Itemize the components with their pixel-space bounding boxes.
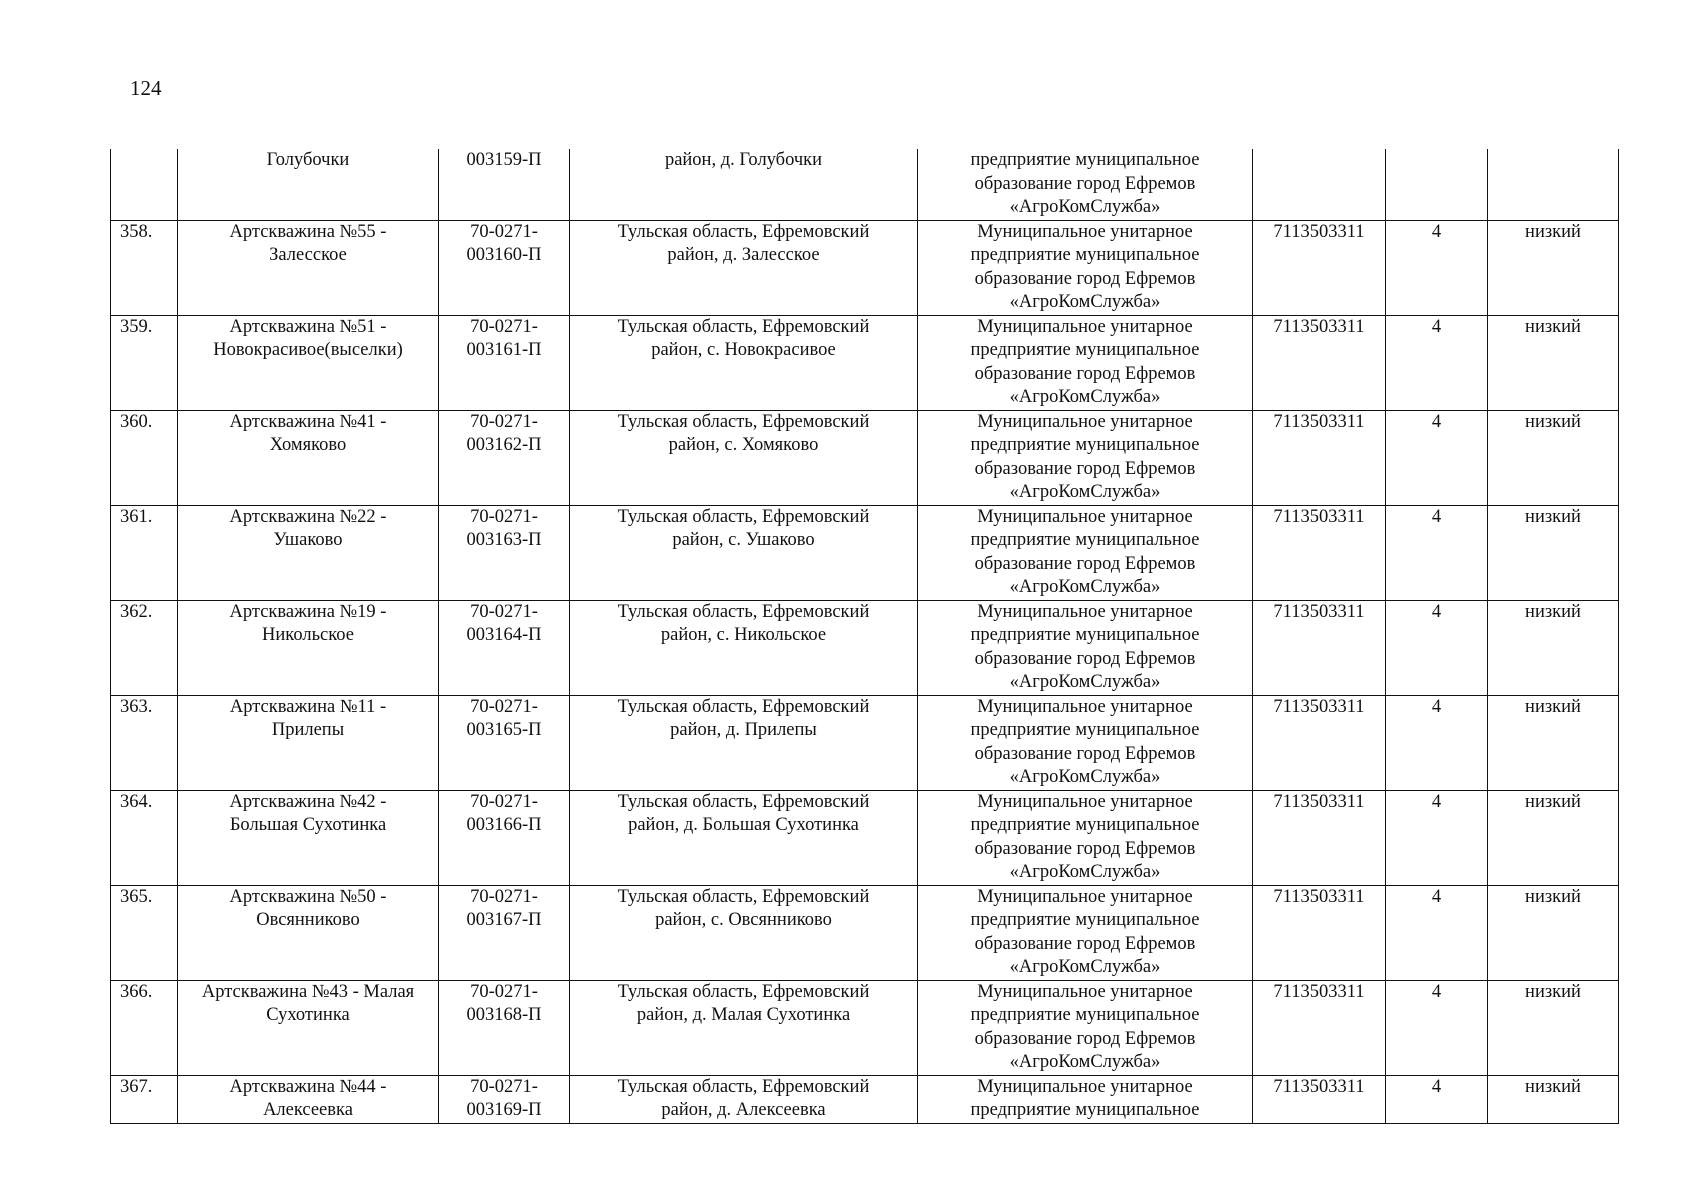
- address-cell: [570, 149, 918, 220]
- category-cell: 4: [1386, 885, 1488, 980]
- table-row: [111, 410, 1619, 505]
- risk-level-cell: низкий: [1488, 695, 1619, 790]
- operator-line: предприятие муниципальное: [970, 245, 1200, 265]
- operator-line: Муниципальное унитарное: [977, 886, 1193, 907]
- object-name-line: Ушаково: [273, 530, 343, 550]
- operator-line: Муниципальное унитарное: [977, 981, 1193, 1002]
- risk-level-cell: низкий: [1488, 410, 1619, 505]
- operator-line: предприятие муниципальное: [970, 815, 1200, 835]
- object-code-line: 003165-П: [466, 720, 542, 740]
- category-cell: 4: [1386, 220, 1488, 315]
- inn-cell: 7113503311: [1253, 505, 1386, 600]
- object-code-line: 003166-П: [466, 815, 542, 835]
- table-row: [111, 505, 1619, 600]
- operator-line: Муниципальное унитарное: [977, 411, 1193, 432]
- address-line: район, д. Малая Сухотинка: [636, 1005, 851, 1025]
- operator-cell: [918, 505, 1253, 600]
- risk-level-cell: низкий: [1488, 885, 1619, 980]
- address-line: район, д. Большая Сухотинка: [628, 815, 859, 835]
- object-code-cell: [439, 149, 570, 220]
- address-line: район, с. Овсянниково: [655, 910, 832, 930]
- operator-line: предприятие муниципальное: [970, 720, 1200, 740]
- operator-line: предприятие муниципальное: [970, 530, 1200, 550]
- category-cell: [1386, 149, 1488, 220]
- object-name-cell: [178, 790, 439, 885]
- object-code-line: 003164-П: [466, 625, 542, 645]
- operator-cell: [918, 315, 1253, 410]
- object-name-line: Артскважина №41 -: [229, 411, 387, 432]
- address-cell: [570, 505, 918, 600]
- operator-cell: [918, 1075, 1253, 1123]
- risk-level-cell: низкий: [1488, 790, 1619, 885]
- category-cell: 4: [1386, 600, 1488, 695]
- table-row: [111, 315, 1619, 410]
- operator-line: «АгроКомСлужба»: [1009, 197, 1161, 217]
- object-name-line: Артскважина №50 -: [229, 886, 387, 907]
- object-name-line: Овсянниково: [256, 910, 360, 930]
- object-code-line: 003159-П: [466, 150, 542, 170]
- operator-line: предприятие муниципальное: [970, 910, 1200, 930]
- risk-level-cell: низкий: [1488, 980, 1619, 1075]
- object-name-line: Артскважина №11 -: [229, 696, 387, 717]
- address-line: район, с. Никольское: [660, 625, 827, 645]
- object-name-line: Артскважина №44 -: [229, 1076, 387, 1097]
- object-name-cell: [178, 220, 439, 315]
- category-cell: 4: [1386, 1075, 1488, 1123]
- operator-cell: [918, 790, 1253, 885]
- row-number-cell: [111, 149, 178, 220]
- operator-line: Муниципальное унитарное: [977, 1076, 1193, 1097]
- table-row: [111, 600, 1619, 695]
- address-line: Тульская область, Ефремовский: [617, 316, 870, 337]
- object-code-line: 003160-П: [466, 245, 542, 265]
- object-code-line: 70-0271-: [470, 316, 538, 337]
- object-name-cell: [178, 505, 439, 600]
- object-name-line: Артскважина №43 - Малая: [201, 981, 415, 1002]
- address-line: Тульская область, Ефремовский: [617, 601, 870, 622]
- operator-cell: [918, 410, 1253, 505]
- address-cell: [570, 1075, 918, 1123]
- inn-cell: [1253, 149, 1386, 220]
- address-cell: [570, 315, 918, 410]
- operator-line: «АгроКомСлужба»: [1009, 862, 1161, 882]
- operator-line: «АгроКомСлужба»: [1009, 387, 1161, 407]
- row-number-cell: 367.: [111, 1075, 178, 1123]
- operator-line: Муниципальное унитарное: [977, 221, 1193, 242]
- operator-cell: [918, 695, 1253, 790]
- operator-line: Муниципальное унитарное: [977, 696, 1193, 717]
- operator-line: образование город Ефремов: [974, 648, 1196, 669]
- object-code-line: 70-0271-: [470, 696, 538, 717]
- inn-cell: 7113503311: [1253, 790, 1386, 885]
- object-name-cell: [178, 695, 439, 790]
- operator-line: предприятие муниципальное: [970, 1100, 1200, 1120]
- address-line: Тульская область, Ефремовский: [617, 981, 870, 1002]
- operator-cell: [918, 600, 1253, 695]
- registry-table: [110, 149, 1619, 1124]
- object-code-line: 003167-П: [466, 910, 542, 930]
- risk-level-cell: низкий: [1488, 505, 1619, 600]
- inn-cell: 7113503311: [1253, 220, 1386, 315]
- object-name-line: Артскважина №51 -: [229, 316, 387, 337]
- page-number: 124: [130, 76, 162, 100]
- row-number-cell: 361.: [111, 505, 178, 600]
- category-cell: 4: [1386, 980, 1488, 1075]
- address-cell: [570, 220, 918, 315]
- operator-line: «АгроКомСлужба»: [1009, 482, 1161, 502]
- operator-line: Муниципальное унитарное: [977, 316, 1193, 337]
- operator-line: «АгроКомСлужба»: [1009, 767, 1161, 787]
- row-number-cell: 360.: [111, 410, 178, 505]
- object-name-line: Голубочки: [266, 150, 350, 170]
- category-cell: 4: [1386, 695, 1488, 790]
- object-name-line: Алексеевка: [263, 1100, 353, 1120]
- object-name-line: Новокрасивое(выселки): [213, 340, 403, 360]
- object-code-cell: [439, 315, 570, 410]
- object-code-line: 70-0271-: [470, 506, 538, 527]
- object-name-cell: [178, 149, 439, 220]
- object-name-line: Артскважина №19 -: [229, 601, 387, 622]
- object-name-line: Залесское: [269, 245, 347, 265]
- row-number-cell: 359.: [111, 315, 178, 410]
- category-cell: 4: [1386, 505, 1488, 600]
- object-name-cell: [178, 980, 439, 1075]
- inn-cell: 7113503311: [1253, 695, 1386, 790]
- address-line: район, д. Голубочки: [664, 150, 823, 170]
- category-cell: 4: [1386, 790, 1488, 885]
- object-name-line: Большая Сухотинка: [229, 815, 387, 835]
- object-code-line: 003163-П: [466, 530, 542, 550]
- operator-line: предприятие муниципальное: [970, 625, 1200, 645]
- category-cell: 4: [1386, 315, 1488, 410]
- address-line: район, д. Алексеевка: [661, 1100, 826, 1120]
- operator-line: «АгроКомСлужба»: [1009, 672, 1161, 692]
- address-line: Тульская область, Ефремовский: [617, 221, 870, 242]
- object-name-line: Сухотинка: [266, 1005, 350, 1025]
- object-name-line: Хомяково: [269, 435, 347, 455]
- object-code-line: 003169-П: [466, 1100, 542, 1120]
- operator-line: Муниципальное унитарное: [977, 506, 1193, 527]
- operator-line: Муниципальное унитарное: [977, 601, 1193, 622]
- operator-cell: [918, 980, 1253, 1075]
- table-row: [111, 220, 1619, 315]
- object-code-line: 70-0271-: [470, 886, 538, 907]
- object-code-cell: [439, 600, 570, 695]
- operator-line: предприятие муниципальное: [970, 340, 1200, 360]
- operator-line: образование город Ефремов: [974, 458, 1196, 479]
- risk-level-cell: [1488, 149, 1619, 220]
- table-row: [111, 885, 1619, 980]
- address-line: район, д. Прилепы: [670, 720, 817, 740]
- address-cell: [570, 980, 918, 1075]
- table-row: [111, 149, 1619, 220]
- category-cell: 4: [1386, 410, 1488, 505]
- inn-cell: 7113503311: [1253, 315, 1386, 410]
- inn-cell: 7113503311: [1253, 885, 1386, 980]
- table-row: [111, 790, 1619, 885]
- operator-line: «АгроКомСлужба»: [1009, 1052, 1161, 1072]
- operator-line: «АгроКомСлужба»: [1009, 957, 1161, 977]
- address-line: Тульская область, Ефремовский: [617, 411, 870, 432]
- row-number-cell: 365.: [111, 885, 178, 980]
- operator-line: образование город Ефремов: [974, 743, 1196, 764]
- object-name-line: Артскважина №42 -: [229, 791, 387, 812]
- operator-cell: [918, 885, 1253, 980]
- address-line: район, д. Залесское: [667, 245, 820, 265]
- risk-level-cell: низкий: [1488, 600, 1619, 695]
- address-line: Тульская область, Ефремовский: [617, 506, 870, 527]
- address-line: Тульская область, Ефремовский: [617, 791, 870, 812]
- operator-line: образование город Ефремов: [974, 838, 1196, 859]
- object-code-cell: [439, 790, 570, 885]
- object-code-cell: [439, 220, 570, 315]
- address-line: Тульская область, Ефремовский: [617, 886, 870, 907]
- address-line: Тульская область, Ефремовский: [617, 1076, 870, 1097]
- object-code-line: 003162-П: [466, 435, 542, 455]
- address-line: район, с. Ушаково: [672, 530, 815, 550]
- object-code-cell: [439, 410, 570, 505]
- address-line: район, с. Новокрасивое: [651, 340, 836, 360]
- table-row: [111, 695, 1619, 790]
- operator-line: образование город Ефремов: [974, 363, 1196, 384]
- operator-line: «АгроКомСлужба»: [1009, 577, 1161, 597]
- operator-line: образование город Ефремов: [974, 553, 1196, 574]
- operator-cell: [918, 220, 1253, 315]
- inn-cell: 7113503311: [1253, 1075, 1386, 1123]
- operator-line: Муниципальное унитарное: [977, 791, 1193, 812]
- object-name-cell: [178, 315, 439, 410]
- object-code-cell: [439, 695, 570, 790]
- risk-level-cell: низкий: [1488, 220, 1619, 315]
- object-code-line: 70-0271-: [470, 1076, 538, 1097]
- table-body: [111, 149, 1619, 1123]
- row-number-cell: 358.: [111, 220, 178, 315]
- table-row: [111, 980, 1619, 1075]
- risk-level-cell: низкий: [1488, 315, 1619, 410]
- object-code-cell: [439, 980, 570, 1075]
- object-code-line: 003168-П: [466, 1005, 542, 1025]
- address-cell: [570, 410, 918, 505]
- operator-line: образование город Ефремов: [974, 1028, 1196, 1049]
- address-line: Тульская область, Ефремовский: [617, 696, 870, 717]
- row-number-cell: 363.: [111, 695, 178, 790]
- inn-cell: 7113503311: [1253, 980, 1386, 1075]
- address-cell: [570, 695, 918, 790]
- operator-line: предприятие муниципальное: [970, 150, 1200, 170]
- table-row: [111, 1075, 1619, 1123]
- address-cell: [570, 790, 918, 885]
- object-code-cell: [439, 505, 570, 600]
- object-name-line: Прилепы: [271, 720, 345, 740]
- row-number-cell: 366.: [111, 980, 178, 1075]
- operator-cell: [918, 149, 1253, 220]
- object-name-cell: [178, 600, 439, 695]
- object-code-line: 70-0271-: [470, 221, 538, 242]
- object-code-line: 70-0271-: [470, 981, 538, 1002]
- object-code-line: 003161-П: [466, 340, 542, 360]
- object-code-cell: [439, 885, 570, 980]
- risk-level-cell: низкий: [1488, 1075, 1619, 1123]
- operator-line: «АгроКомСлужба»: [1009, 292, 1161, 312]
- row-number-cell: 364.: [111, 790, 178, 885]
- address-cell: [570, 600, 918, 695]
- object-name-cell: [178, 410, 439, 505]
- row-number-cell: 362.: [111, 600, 178, 695]
- object-code-line: 70-0271-: [470, 601, 538, 622]
- object-name-cell: [178, 1075, 439, 1123]
- object-name-line: Артскважина №55 -: [229, 221, 387, 242]
- operator-line: предприятие муниципальное: [970, 1005, 1200, 1025]
- object-name-line: Артскважина №22 -: [229, 506, 387, 527]
- operator-line: образование город Ефремов: [974, 933, 1196, 954]
- operator-line: предприятие муниципальное: [970, 435, 1200, 455]
- address-line: район, с. Хомяково: [668, 435, 819, 455]
- operator-line: образование город Ефремов: [974, 173, 1196, 194]
- inn-cell: 7113503311: [1253, 600, 1386, 695]
- object-name-line: Никольское: [262, 625, 354, 645]
- object-code-cell: [439, 1075, 570, 1123]
- address-cell: [570, 885, 918, 980]
- object-code-line: 70-0271-: [470, 791, 538, 812]
- object-name-cell: [178, 885, 439, 980]
- inn-cell: 7113503311: [1253, 410, 1386, 505]
- object-code-line: 70-0271-: [470, 411, 538, 432]
- operator-line: образование город Ефремов: [974, 268, 1196, 289]
